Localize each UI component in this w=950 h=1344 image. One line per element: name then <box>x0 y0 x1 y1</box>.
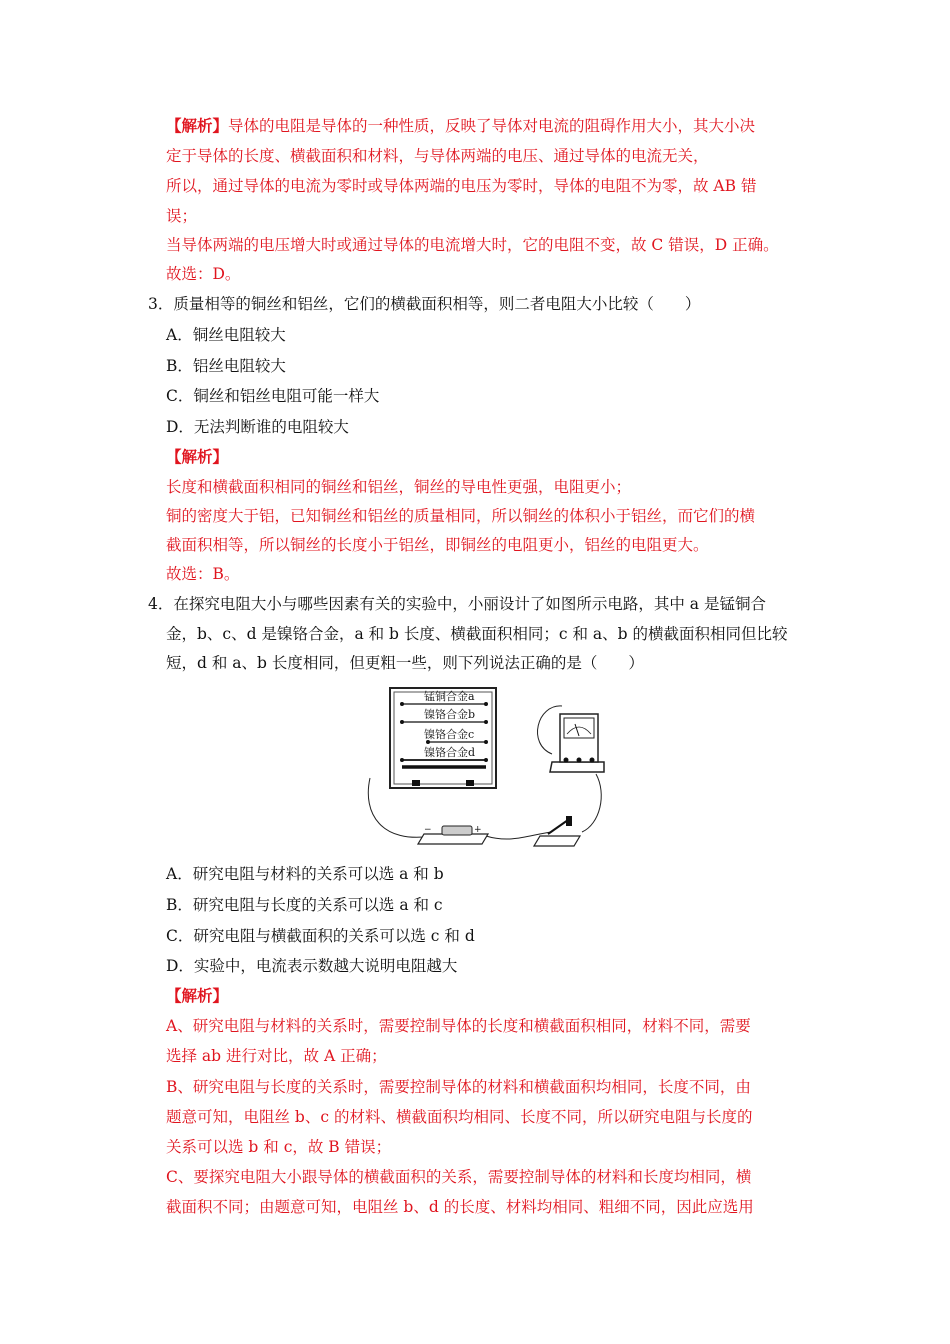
ammeter-terminal <box>577 758 582 763</box>
terminal <box>400 720 404 724</box>
analysis-line <box>166 115 755 137</box>
battery <box>442 826 472 835</box>
q3-option-a: A．铜丝电阻较大 <box>166 326 286 344</box>
analysis-line: 定于导体的长度、横截面积和材料，与导体两端的电压、通过导体的电流无关， <box>166 147 709 165</box>
q3-option-d: D．无法判断谁的电阻较大 <box>166 418 349 436</box>
terminal <box>484 758 488 762</box>
battery-plus: + <box>474 825 482 835</box>
terminal <box>484 740 488 744</box>
analysis-line: 当导体两端的电压增大时或通过导体的电流增大时，它的电阻不变，故 C 错误，D 正确。 <box>166 236 779 254</box>
analysis-label: 【解析】 <box>166 116 229 135</box>
question-3-stem: 3．质量相等的铜丝和铝丝，它们的横截面积相等，则二者电阻大小比较（ ） <box>148 295 701 313</box>
wire-to-ammeter <box>538 706 562 754</box>
switch-base <box>534 836 580 846</box>
label-a: 锰铜合金a <box>424 690 475 703</box>
q3-option-b: B．铝丝电阻较大 <box>166 357 286 375</box>
q4-option-c: C．研究电阻与横截面积的关系可以选 c 和 d <box>166 927 475 945</box>
analysis-line: 选择 ab 进行对比，故 A 正确； <box>166 1047 387 1065</box>
terminal <box>400 702 404 706</box>
switch-handle <box>566 816 572 826</box>
analysis-line: B、研究电阻与长度的关系时，需要控制导体的材料和横截面积均相同，长度不同，由 <box>166 1078 751 1096</box>
analysis-line: 铜的密度大于铝，已知铜丝和铝丝的质量相同，所以铜丝的体积小于铝丝，而它们的横 <box>166 507 756 525</box>
answer-line: 故选：D。 <box>166 265 241 283</box>
q3-option-c: C．铜丝和铝丝电阻可能一样大 <box>166 387 380 405</box>
analysis-line: 截面积不同；由题意可知，电阻丝 b、d 的长度、材料均相同、粗细不同，因此应选用 <box>166 1198 754 1216</box>
question-4-stem: 金，b、c、d 是镍铬合金，a 和 b 长度、横截面积相同；c 和 a、b 的横截面积相同但比较 <box>166 625 788 643</box>
analysis-line: 关系可以选 b 和 c，故 B 错误； <box>166 1138 392 1156</box>
q4-option-a: A．研究电阻与材料的关系可以选 a 和 b <box>166 865 444 883</box>
q4-option-d: D．实验中，电流表示数越大说明电阻越大 <box>166 957 458 975</box>
question-4-stem: 短，d 和 a、b 长度相同，但更粗一些，则下列说法正确的是（ ） <box>166 654 644 672</box>
analysis-line: 截面积相等，所以铜丝的长度小于铝丝，即铜丝的电阻更小，铝丝的电阻更大。 <box>166 536 709 554</box>
q4-option-b: B．研究电阻与长度的关系可以选 a 和 c <box>166 896 443 914</box>
ammeter-terminal <box>590 758 595 763</box>
label-c: 镍铬合金c <box>424 728 475 741</box>
analysis-line: 所以，通过导体的电流为零时或导体两端的电压为零时，导体的电阻不为零，故 AB 错 <box>166 177 757 195</box>
label-d: 镍铬合金d <box>424 746 476 759</box>
analysis-label: 【解析】 <box>166 986 229 1005</box>
analysis-text: 导体的电阻是导体的一种性质，反映了导体对电流的阻碍作用大小，其大小决 <box>228 117 756 135</box>
terminal <box>400 758 404 762</box>
analysis-line: A、研究电阻与材料的关系时，需要控制导体的长度和横截面积相同，材料不同，需要 <box>166 1017 751 1035</box>
analysis-label: 【解析】 <box>166 447 229 466</box>
analysis-line: C、要探究电阻大小跟导体的横截面积的关系，需要控制导体的材料和长度均相同，横 <box>166 1168 752 1186</box>
board-foot <box>466 780 474 786</box>
wire-switch-ammeter <box>582 774 601 832</box>
answer-line: 故选：B。 <box>166 565 240 583</box>
switch-lever <box>548 820 568 834</box>
analysis-line: 长度和横截面积相同的铜丝和铝丝，铜丝的导电性更强，电阻更小； <box>166 478 632 496</box>
ammeter-terminal <box>564 758 569 763</box>
analysis-line: 题意可知，电阻丝 b、c 的材料、横截面积均相同、长度不同，所以研究电阻与长度的 <box>166 1108 753 1126</box>
ammeter-base <box>550 762 604 772</box>
battery-minus: − <box>424 825 432 835</box>
terminal <box>484 720 488 724</box>
board-foot <box>412 780 420 786</box>
label-b: 镍铬合金b <box>424 708 476 721</box>
circuit-diagram <box>362 684 612 854</box>
analysis-line: 误； <box>166 207 198 225</box>
terminal <box>484 702 488 706</box>
question-4-stem: 4．在探究电阻大小与哪些因素有关的实验中，小丽设计了如图所示电路，其中 a 是锰铜合 <box>148 595 766 613</box>
